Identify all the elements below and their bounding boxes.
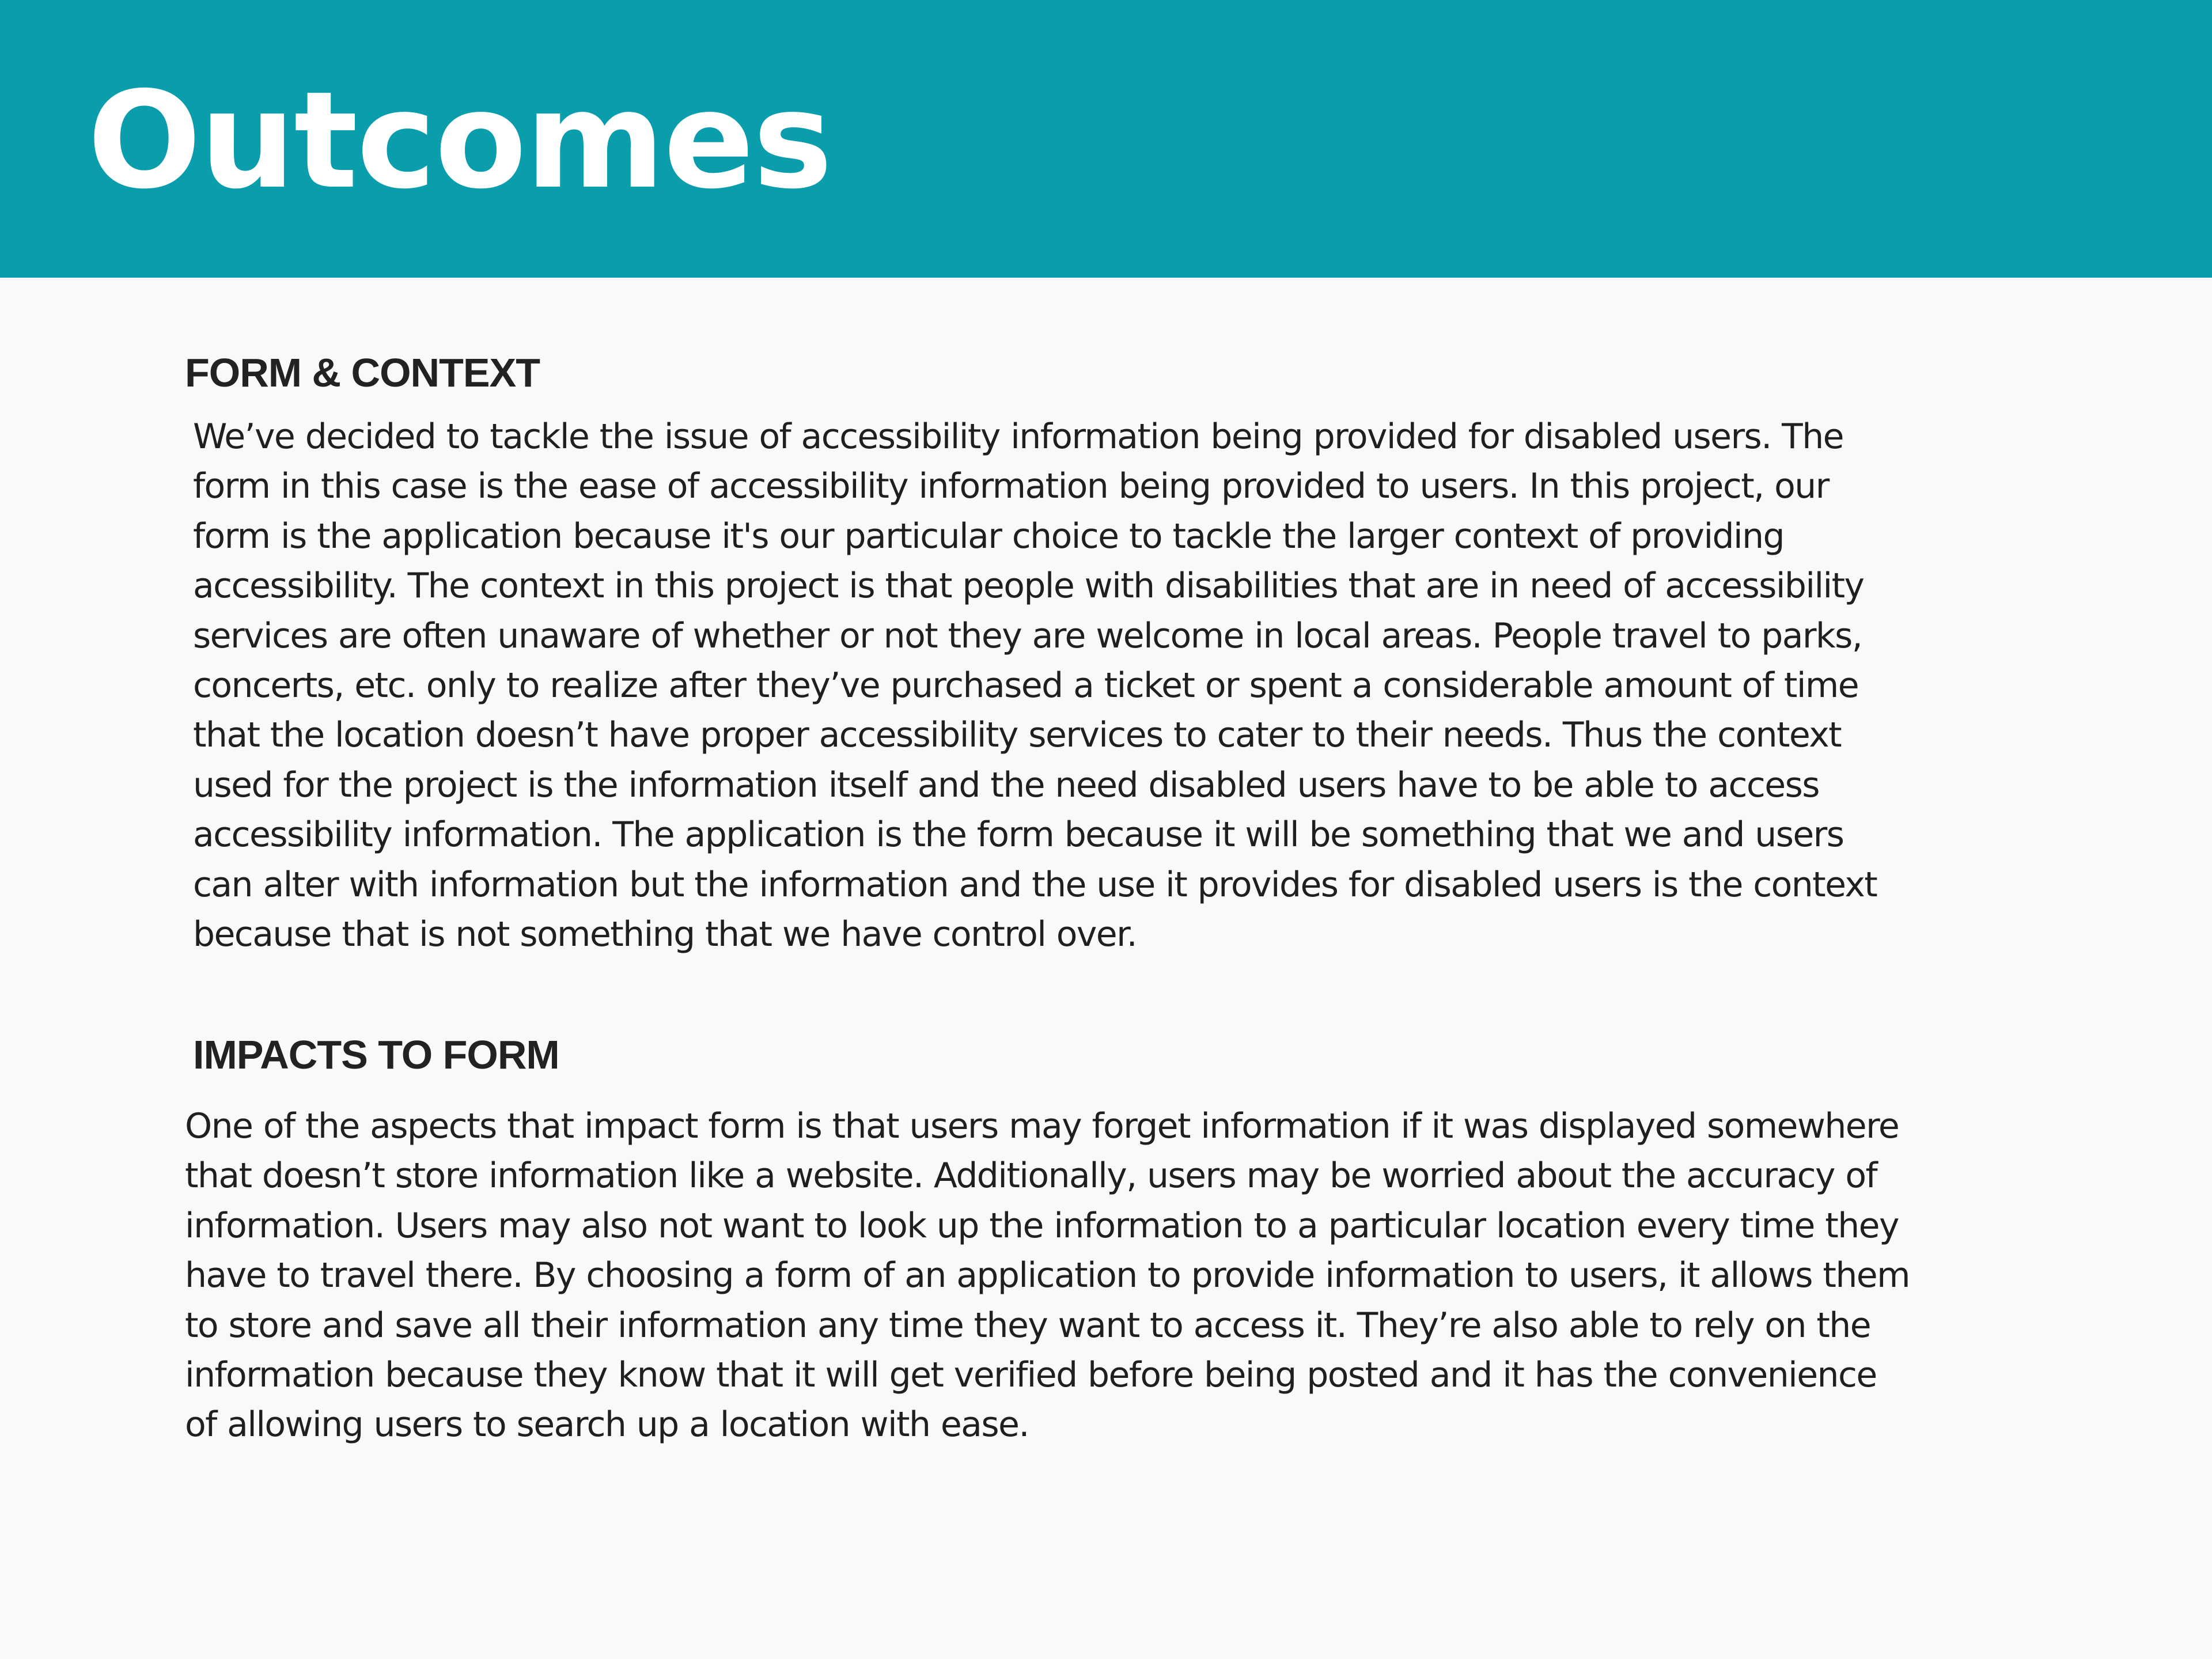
paragraph-line: services are often unaware of whether or not they are welcome in local areas. People travel to parks, [193,615,1862,656]
paragraph-line: have to travel there. By choosing a form of an application to provide information to users, it allows them [185,1255,1910,1296]
paragraph-line: of allowing users to search up a location with ease. [185,1404,1029,1445]
paragraph-line: form in this case is the ease of accessibility information being provided to users. In this project, our [193,466,1829,507]
form-context-paragraph [193,412,1877,959]
paragraph-line: can alter with information but the information and the use it provides for disabled users is the context [193,864,1877,905]
paragraph-line: to store and save all their information any time they want to access it. They’re also able to rely on the [185,1305,1871,1346]
paragraph-line: used for the project is the information itself and the need disabled users have to be able to access [193,764,1819,805]
paragraph-line: that doesn’t store information like a website. Additionally, users may be worried about the accuracy of [185,1156,1877,1196]
paragraph-line: We’ve decided to tackle the issue of accessibility information being provided for disabled users. The [193,416,1843,457]
paragraph-line: concerts, etc. only to realize after they’ve purchased a ticket or spent a considerable amount of time [193,665,1859,706]
section-heading-impacts-to-form: IMPACTS TO FORM [193,1032,559,1077]
page-title: Outcomes [88,63,832,218]
paragraph-line: that the location doesn’t have proper accessibility services to cater to their needs. Thus the context [193,715,1842,756]
paragraph-line: because that is not something that we have control over. [193,914,1137,955]
paragraph-line: accessibility. The context in this project is that people with disabilities that are in need of accessibility [193,566,1864,607]
paragraph-line: information. Users may also not want to look up the information to a particular location every time they [185,1205,1899,1246]
paragraph-line: accessibility information. The application is the form because it will be something that we and users [193,815,1844,855]
paragraph-line: form is the application because it's our particular choice to tackle the larger context of providing [193,516,1784,556]
header-banner [0,0,2212,278]
paragraph-line: information because they know that it will get verified before being posted and it has the convenience [185,1355,1877,1396]
paragraph-line: One of the aspects that impact form is that users may forget information if it was displayed somewhere [185,1106,1899,1146]
impacts-to-form-paragraph [185,1101,1910,1450]
section-heading-form-context: FORM & CONTEXT [185,350,540,395]
